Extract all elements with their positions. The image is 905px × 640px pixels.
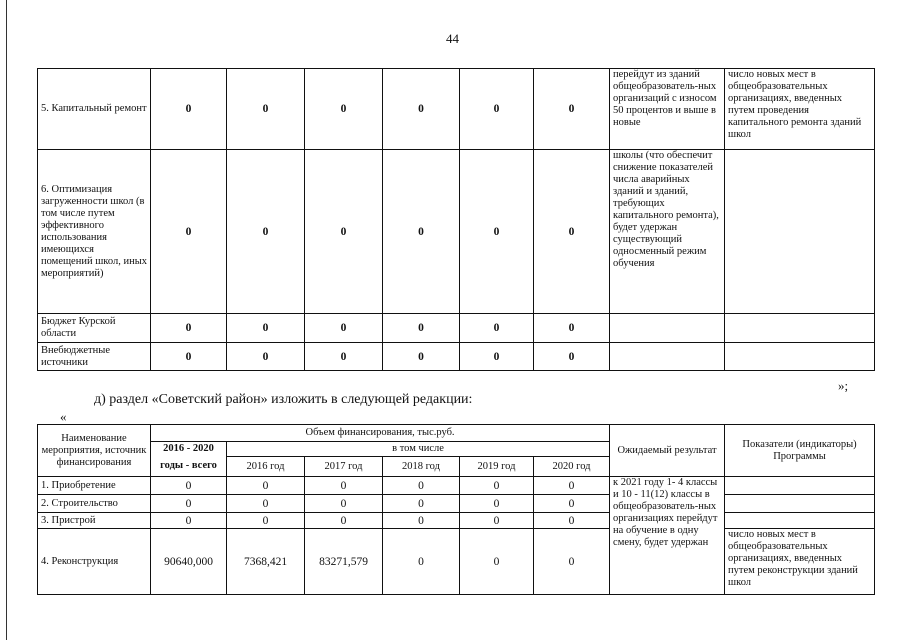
cell-value: 0 — [227, 495, 305, 513]
header-including: в том числе — [227, 442, 610, 457]
header-year: 2016 год — [227, 457, 305, 477]
indicator-cell-empty — [725, 150, 875, 314]
header-year: 2019 год — [460, 457, 534, 477]
opening-quote: « — [60, 409, 67, 424]
table-row — [38, 69, 875, 150]
cell-value: 0 — [151, 477, 227, 495]
expected-result-text: перейдут из зданий общеобразователь-ных организаций с износом 50 процентов и выше в новые — [610, 69, 725, 150]
cell-value: 0 — [383, 495, 460, 513]
cell-value: 0 — [305, 495, 383, 513]
cell-value: 0 — [460, 343, 534, 371]
cell-value: 0 — [383, 477, 460, 495]
cell-value: 0 — [305, 477, 383, 495]
indicator-cell-empty — [725, 477, 875, 495]
cell-value: 0 — [305, 513, 383, 529]
cell-value: 0 — [227, 314, 305, 343]
row-name: 4. Реконструкция — [38, 529, 151, 595]
header-name: Наименование мероприятия, источник финансирования — [38, 425, 151, 477]
table-row — [38, 343, 875, 371]
header-year: 2020 год — [534, 457, 610, 477]
cell-value: 0 — [460, 69, 534, 150]
cell-value: 0 — [383, 343, 460, 371]
page-number: 44 — [446, 31, 459, 46]
cell-value: 0 — [151, 495, 227, 513]
cell-value: 0 — [460, 477, 534, 495]
indicator-cell-empty — [725, 314, 875, 343]
cell-value: 90640,000 — [151, 529, 227, 595]
cell-value: 0 — [227, 513, 305, 529]
table-row — [38, 477, 875, 495]
indicator-cell-empty — [725, 495, 875, 513]
table-row — [38, 314, 875, 343]
cell-value: 0 — [227, 343, 305, 371]
expected-result-empty — [610, 343, 725, 371]
header-year: 2017 год — [305, 457, 383, 477]
closing-quote: »; — [838, 378, 849, 393]
cell-value: 0 — [151, 343, 227, 371]
row-name: 5. Капитальный ремонт — [38, 69, 151, 150]
header-volume: Объем финансирования, тыс.руб. — [151, 425, 610, 442]
cell-value: 83271,579 — [305, 529, 383, 595]
cell-value: 0 — [305, 69, 383, 150]
cell-value: 0 — [534, 529, 610, 595]
indicator-text: число новых мест в общеобразовательных организациях, введенных путем проведения капитального ремонта зданий школ — [725, 69, 875, 150]
cell-value: 0 — [534, 513, 610, 529]
header-years-total: 2016 - 2020 — [151, 442, 227, 457]
cell-value: 0 — [534, 314, 610, 343]
header-row — [38, 425, 875, 442]
cell-value: 0 — [227, 150, 305, 314]
header-indicators: Показатели (индикаторы) Программы — [725, 425, 875, 477]
cell-value: 0 — [460, 529, 534, 595]
row-name: 6. Оптимизация загруженности школ (в том числе путем эффективного использования имеющихся помещений школ, иных мероприятий) — [38, 150, 151, 314]
cell-value: 0 — [227, 477, 305, 495]
cell-value: 0 — [460, 314, 534, 343]
page-edge-line — [6, 0, 7, 640]
row-name: 3. Пристрой — [38, 513, 151, 529]
cell-value: 0 — [534, 477, 610, 495]
cell-value: 0 — [383, 529, 460, 595]
indicator-cell-empty — [725, 513, 875, 529]
indicator-cell-empty — [725, 343, 875, 371]
table-row — [38, 513, 875, 529]
header-year: 2018 год — [383, 457, 460, 477]
cell-value: 0 — [534, 150, 610, 314]
sovetsky-district-table — [37, 424, 875, 595]
cell-value: 0 — [383, 69, 460, 150]
cell-value: 0 — [305, 150, 383, 314]
financing-table-continued — [37, 68, 875, 371]
cell-value: 0 — [460, 150, 534, 314]
header-expected-result: Ожидаемый результат — [610, 425, 725, 477]
cell-value: 0 — [383, 314, 460, 343]
cell-value: 0 — [460, 495, 534, 513]
section-instruction: д) раздел «Советский район» изложить в следующей редакции: — [94, 392, 473, 407]
table-row — [38, 150, 875, 314]
expected-result-text: к 2021 году 1- 4 классы и 10 - 11(12) классы в общеобразователь-ных организациях перейдут на обучение в одну смену, будет удержан — [610, 477, 725, 595]
cell-value: 7368,421 — [227, 529, 305, 595]
row-name: Бюджет Курской области — [38, 314, 151, 343]
cell-value: 0 — [460, 513, 534, 529]
expected-result-text: школы (что обеспечит снижение показателей числа аварийных зданий и зданий, требующих капитального ремонта), будет удержан существующий односменный режим обучения — [610, 150, 725, 314]
row-name: 1. Приобретение — [38, 477, 151, 495]
header-years-total-sub: годы - всего — [151, 457, 227, 477]
row-name: Внебюджетные источники — [38, 343, 151, 371]
cell-value: 0 — [383, 150, 460, 314]
cell-value: 0 — [534, 495, 610, 513]
expected-result-empty — [610, 314, 725, 343]
cell-value: 0 — [151, 150, 227, 314]
cell-value: 0 — [534, 69, 610, 150]
cell-value: 0 — [151, 314, 227, 343]
cell-value: 0 — [151, 69, 227, 150]
cell-value: 0 — [227, 69, 305, 150]
cell-value: 0 — [383, 513, 460, 529]
cell-value: 0 — [305, 343, 383, 371]
table-row — [38, 529, 875, 595]
row-name: 2. Строительство — [38, 495, 151, 513]
cell-value: 0 — [534, 343, 610, 371]
cell-value: 0 — [305, 314, 383, 343]
indicator-text: число новых мест в общеобразовательных организациях, введенных путем реконструкции зданий школ — [725, 529, 875, 595]
table-row — [38, 495, 875, 513]
cell-value: 0 — [151, 513, 227, 529]
